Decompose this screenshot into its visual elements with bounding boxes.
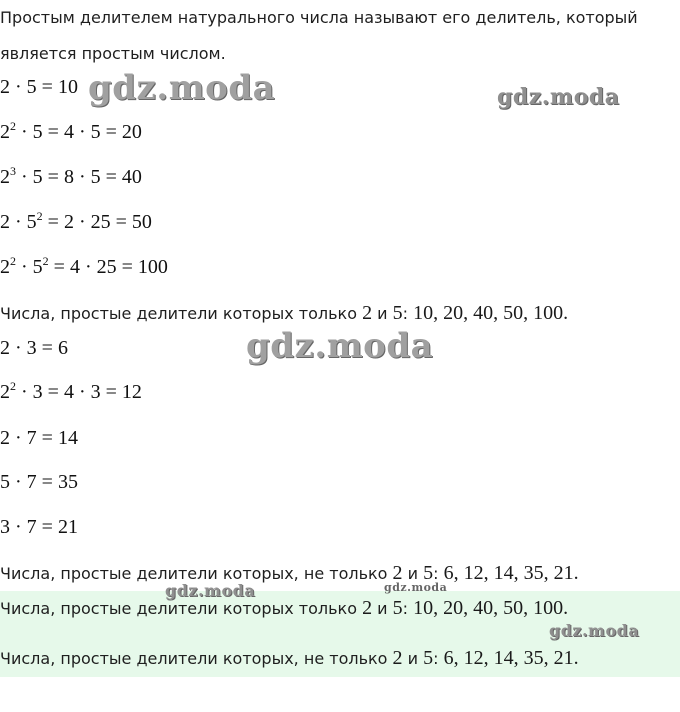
conclusion-1: Числа, простые делители которых только 2 и 5: 10, 20, 40, 50, 100. xyxy=(0,302,569,324)
equation-7: $2^2 \cdot 3 = 4 \cdot 3 = 12$ xyxy=(0,379,142,403)
watermark-logo: gdz.moda xyxy=(88,68,276,108)
watermark-logo: gdz.moda xyxy=(549,621,640,640)
equation-8: 2 · 7 = 14 xyxy=(0,427,78,449)
answer-line-1: Числа, простые делители которых только 2 и 5: 10, 20, 40, 50, 100. xyxy=(0,597,569,619)
equation-3: $2^3 \cdot 5 = 8 \cdot 5 = 40$ xyxy=(0,164,142,188)
equation-10: 3 · 7 = 21 xyxy=(0,516,78,538)
intro-line-2: является простым числом. xyxy=(0,44,226,63)
equation-2: $2^2 \cdot 5 = 4 \cdot 5 = 20$ xyxy=(0,119,142,143)
watermark-logo: gdz.moda xyxy=(384,581,448,594)
intro-line-1: Простым делителем натурального числа называют его делитель, который xyxy=(0,8,638,27)
conclusion-2: Числа, простые делители которых, не только 2 и 5: 6, 12, 14, 35, 21. xyxy=(0,562,579,584)
equation-5: $2^2 \cdot 5^2 = 4 \cdot 25 = 100$ xyxy=(0,254,168,278)
equation-9: 5 · 7 = 35 xyxy=(0,471,78,493)
answer-line-2: Числа, простые делители которых, не только 2 и 5: 6, 12, 14, 35, 21. xyxy=(0,647,579,669)
equation-1: 2 · 5 = 10 xyxy=(0,76,78,98)
watermark-logo: gdz.moda xyxy=(165,581,256,600)
equation-4: $2 \cdot 5^2 = 2 \cdot 25 = 50$ xyxy=(0,209,152,233)
watermark-logo: gdz.moda xyxy=(497,84,620,110)
equation-6: 2 · 3 = 6 xyxy=(0,337,68,359)
watermark-logo: gdz.moda xyxy=(246,326,434,366)
